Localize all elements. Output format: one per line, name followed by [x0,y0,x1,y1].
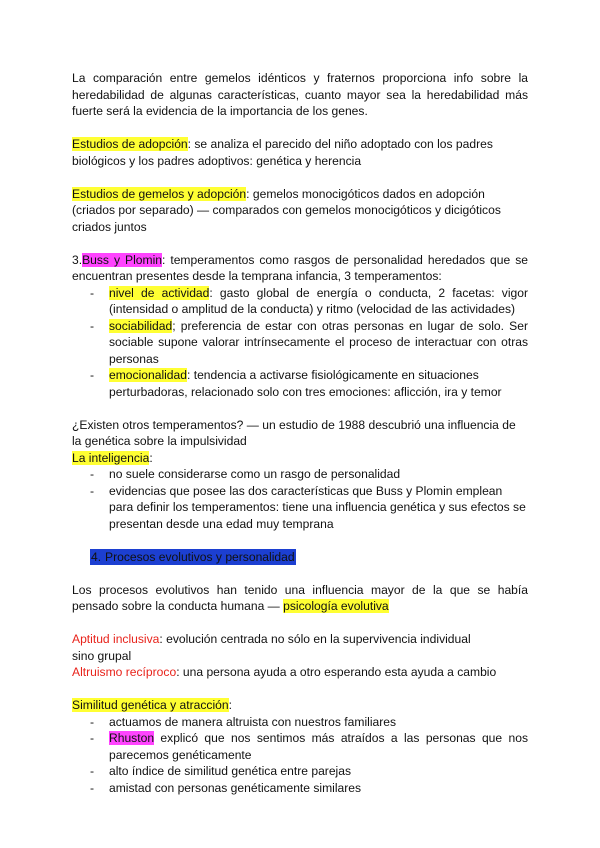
term-psicologia-evolutiva: psicología evolutiva [283,599,389,613]
paragraph-procesos [72,582,528,615]
list-item: - amistad con personas genéticamente similares [72,780,528,797]
paragraph-adopcion [72,136,528,169]
term-altruismo-reciproco: Altruismo recíproco [72,665,177,679]
text-emocionalidad: : tendencia a activarse fisiológicamente en situaciones perturbadoras, relacionado solo con tres emociones: aflicción, ira y temor [109,368,502,399]
similitud-list [72,714,528,797]
colon: : [149,450,153,465]
list-item [72,318,528,368]
section-heading-4 [72,549,528,566]
text-adopcion: : se analiza el parecido del niño adoptado con los padres biológicos y los padres adoptivos: genética y herencia [72,137,493,168]
term-buss-plomin: Buss y Plomin [82,252,162,267]
list-item: - evidencias que posee las dos características que Buss y Plomin emplean para definir los temperamentos: tiene una influencia genética y sus efectos se presentan desde una edad muy temprana [72,483,528,533]
section-title: Procesos evolutivos y personalidad [105,549,295,564]
list-item [72,285,528,318]
list-item: - no suele considerarse como un rasgo de personalidad [72,466,528,483]
section-heading-highlight [90,549,296,566]
term-sociabilidad: sociabilidad [109,318,173,333]
text-altruismo: : una persona ayuda a otro esperando esta ayuda a cambio [176,665,497,679]
text-aptitud: : evolución centrada no sólo en la supervivencia individual [159,632,471,646]
item-number: 3. [72,252,83,267]
list-item: - alto índice de similitud genética entre parejas [72,763,528,780]
list-item [72,367,528,400]
paragraph-buss-plomin [72,252,528,285]
text-sociabilidad: ; preferencia de estar con otras personas en lugar de solo. Ser sociable supone valorar intrínsecamente el proceso de interactuar con otras personas [109,318,528,366]
paragraph-otros-temperamentos: ¿Existen otros temperamentos? — un estudio de 1988 descubrió una influencia de la genética sobre la impulsividad [72,417,516,448]
paragraph-altruismo [72,664,528,681]
paragraph-aptitud-cont: sino grupal [72,648,132,663]
heading-similitud [72,697,528,714]
term-nivel-actividad: nivel de actividad [109,285,210,300]
term-similitud: Similitud genética y atracción [72,698,229,712]
text-procesos: Los procesos evolutivos han tenido una influencia mayor de la que se había pensado sobre la conducta humana — [72,582,528,613]
list-item [72,730,528,763]
inteligencia-list [72,466,528,532]
text-rhuston: explicó que nos sentimos más atraídos a las personas que nos parecemos genéticamente [109,731,528,762]
document-page [72,70,528,796]
term-inteligencia: La inteligencia [72,450,150,465]
term-emocionalidad: emocionalidad [109,368,187,382]
heading-inteligencia [72,450,528,467]
section-number: 4. [91,549,102,564]
list-item: - actuamos de manera altruista con nuestros familiares [72,714,528,731]
text-gemelos-adopcion: : gemelos monocigóticos dados en adopción (criados por separado) — comparados con gemelos monocigóticos y dicigóticos criados juntos [72,186,501,234]
term-aptitud-inclusiva: Aptitud inclusiva [72,632,160,646]
text-buss: : temperamentos como rasgos de personalidad heredados que se encuentran presentes desde la temprana infancia, 3 temperamentos: [72,252,528,283]
text-nivel-actividad: : gasto global de energía o conducta, 2 facetas: vigor (intensidad o amplitud de la conducta) y ritmo (velocidad de las actividades) [109,285,528,316]
paragraph-gemelos-adopcion [72,186,528,236]
colon: : [228,698,232,712]
temperament-list [72,285,528,401]
term-gemelos-adopcion: Estudios de gemelos y adopción [72,186,247,201]
term-estudios-adopcion: Estudios de adopción [72,137,188,151]
term-rhuston: Rhuston [109,731,155,745]
paragraph-aptitud [72,631,528,648]
paragraph-comparacion: La comparación entre gemelos idénticos y fraternos proporciona info sobre la heredabilidad de algunas características, cuanto mayor sea la heredabilidad más fuerte será la evidencia de la importancia de los genes. [72,71,528,118]
